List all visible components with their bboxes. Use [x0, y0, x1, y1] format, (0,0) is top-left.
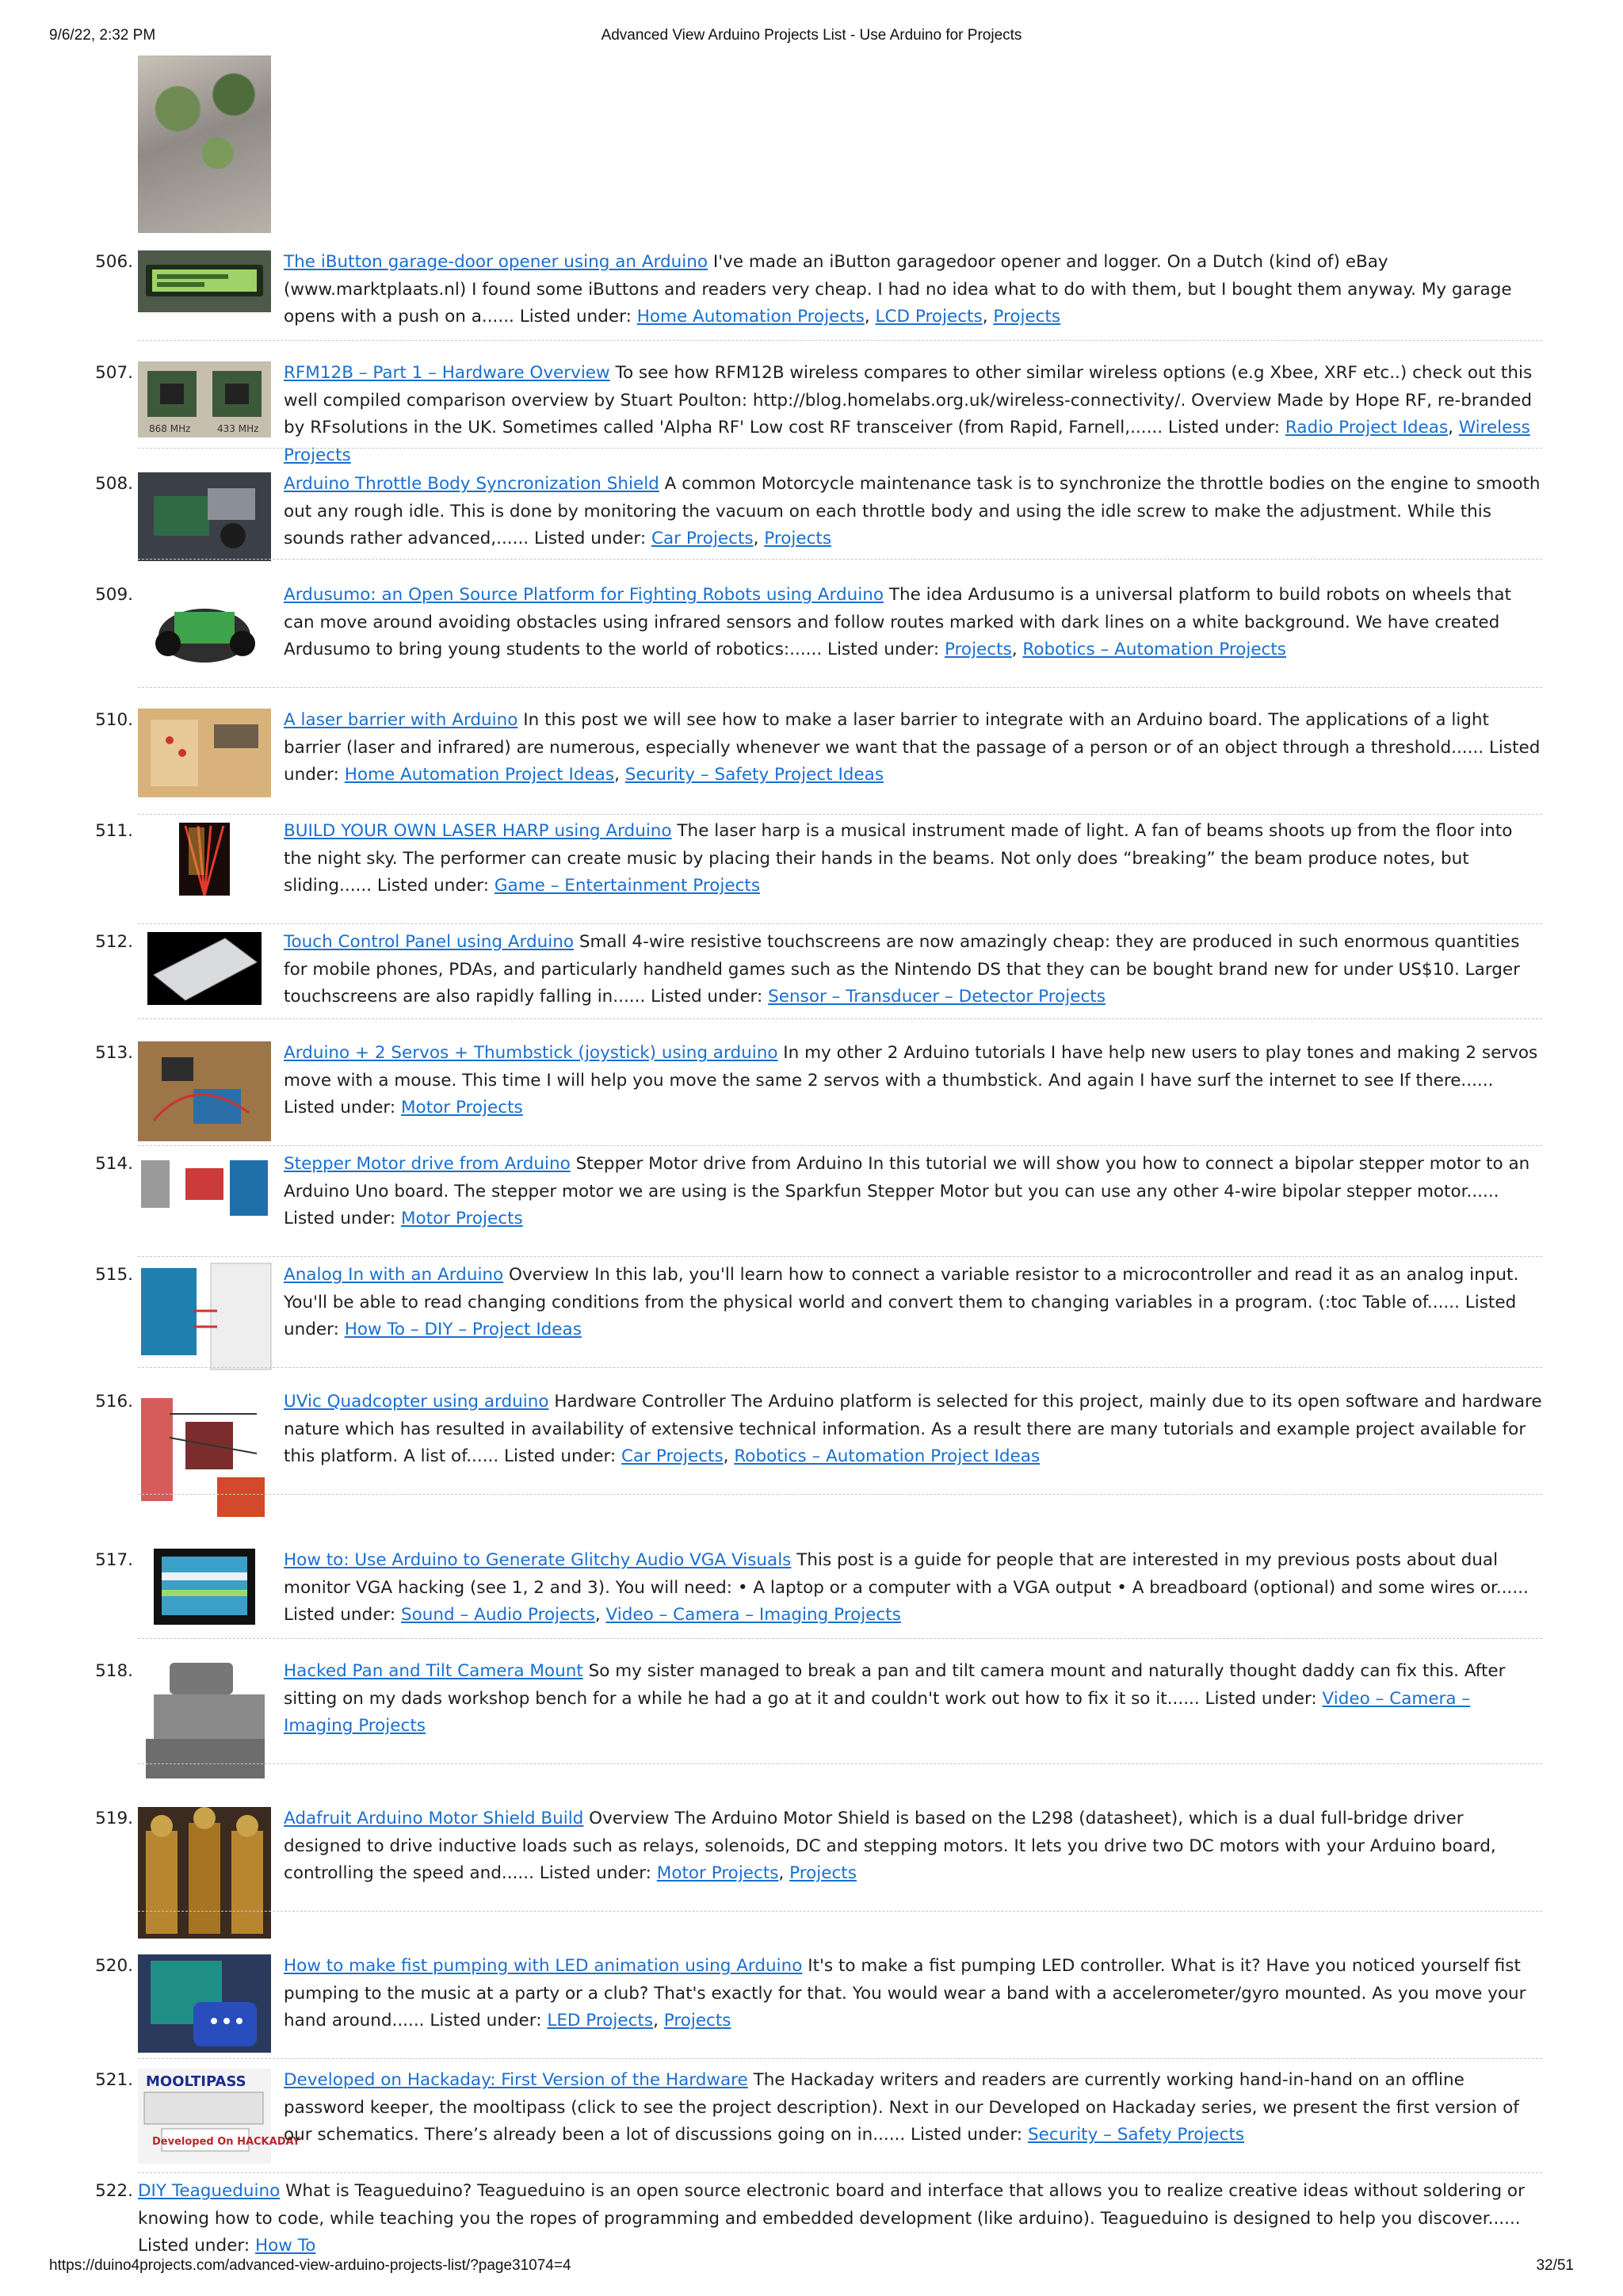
project-list-item	[90, 1953, 1542, 2059]
project-description: The laser harp is a musical instrument made of light. A fan of beams shoots up from the floor into the night sky. The performer can create music by placing their hands in the beams. Not only does “breaking” the beam produce notes, but sliding......	[284, 821, 1513, 896]
item-text	[284, 1040, 1542, 1122]
thumb-label-868: 868 MHz	[149, 423, 191, 434]
listed-under-label: Listed under:	[284, 1292, 1517, 1339]
project-description: To see how RFM12B wireless compares to other similar wireless options (e.g Xbee, XRF etc..) check out this well compiled comparison overview by Stuart Poulton: http://blog.homelabs.org.uk/wireless-connectivity/. Overview Made by Hope RF, re-branded by RFsolutions in the UK. Sometimes called 'Alpha RF' Low cost RF transceiver (from Rapid, Farnell,......	[284, 363, 1533, 437]
project-description: Small 4-wire resistive touchscreens are now amazingly cheap: they are produced in such enormous quantities for mobile phones, PDAs, and particularly handheld games such as the Nintendo DS that they can be bought brand new for under US$10. Larger touchscreens are also rapidly falling in......	[284, 932, 1520, 1007]
category-link[interactable]: Motor Projects	[656, 1863, 779, 1883]
listed-under-label: Listed under:	[430, 2011, 542, 2030]
project-thumbnail-analog-in[interactable]	[138, 1263, 271, 1370]
project-thumbnail-throttle-shield[interactable]	[138, 472, 271, 561]
project-title-link[interactable]: UVic Quadcopter using arduino	[284, 1392, 549, 1412]
project-title-link[interactable]: Stepper Motor drive from Arduino	[284, 1154, 571, 1174]
listed-under-label: Listed under:	[1205, 1688, 1317, 1709]
item-text: RFM12B – Part 1 – Hardware Overview To see how RFM12B wireless compares to other similar wireless options (e.g Xbee, XRF etc..) check out this well compiled comparison overview by Stuart Poulton: http://blog.homelabs.org.uk/wireless-connectivity/. Overview Made by Hope RF, re-branded by RFsolutions in the UK. Sometimes called 'Alpha RF' Low cost RF transceiver (from Rapid, Farnell,...... Listed under: Radio Project Ideas, Wireless Projects	[284, 363, 1533, 465]
print-header	[49, 27, 1574, 48]
project-description: What is Teagueduino? Teagueduino is an open source electronic board and interface that allows you to realize creative ideas without soldering or knowing how to code, while teaching you the ropes of programming and embedded development (like arduino). Teagueduino is designed to help you discover......	[138, 2181, 1525, 2229]
project-thumbnail-laser-harp[interactable]	[138, 819, 271, 899]
project-list-item	[90, 1547, 1542, 1639]
category-link[interactable]: Projects	[993, 307, 1061, 327]
project-list-item	[90, 1658, 1542, 1764]
listed-under-label: Listed under:	[284, 1209, 396, 1228]
project-description: In this post we will see how to make a laser barrier to integrate with an Arduino board. The applications of a light barrier (laser and infrared) are numerous, especially whenever we want that the passage of a person or of an object through a threshold......	[284, 710, 1489, 758]
project-description: It's to make a fist pumping LED controller. What is it? Have you noticed yourself fist pumping to the music at a party or a club? That's exactly for that. You would wear a band with a accelerometer/gyro mounted. As you move your hand around......	[284, 1956, 1526, 2030]
project-thumbnail-servos-thumbstick[interactable]	[138, 1041, 271, 1141]
category-link[interactable]: Car Projects	[651, 529, 754, 548]
item-text	[284, 2067, 1542, 2149]
project-list-item	[90, 249, 1542, 341]
item-number: 509.	[95, 585, 133, 605]
category-link[interactable]: How To	[254, 2236, 316, 2256]
project-thumbnail-touchscreen[interactable]	[138, 930, 271, 1007]
category-link[interactable]: Video – Camera – Imaging Projects	[284, 1688, 1471, 1736]
listed-under-label: Listed under:	[284, 737, 1541, 785]
category-link[interactable]: Video – Camera – Imaging Projects	[605, 1605, 901, 1625]
project-list-item	[90, 707, 1542, 815]
item-number: 522.	[95, 2181, 133, 2201]
listed-under-label: Listed under:	[284, 1605, 396, 1625]
project-list-item	[90, 471, 1542, 560]
project-list-item	[90, 1389, 1542, 1495]
item-text	[284, 1151, 1542, 1233]
category-link[interactable]: Wireless Projects	[284, 418, 1530, 465]
project-title-link[interactable]: How to make fist pumping with LED animation using Arduino	[284, 1956, 803, 1976]
print-page-title: Advanced View Arduino Projects List - Use Arduino for Projects	[601, 27, 1022, 44]
category-link[interactable]: Home Automation Project Ideas	[344, 765, 615, 785]
item-text	[284, 1262, 1542, 1344]
project-description: A common Motorcycle maintenance task is to synchronize the throttle bodies on the engine to smooth out any rough idle. This is done by monitoring the vacuum on each throttle body and using the idle screw to make the adjustment. While this sounds rather advanced,......	[284, 474, 1541, 548]
project-thumbnail-stepper-motor[interactable]	[138, 1152, 271, 1232]
project-title-link[interactable]: How to: Use Arduino to Generate Glitchy Audio VGA Visuals	[284, 1550, 792, 1570]
item-number: 511.	[95, 821, 133, 841]
project-thumbnail-lcd[interactable]	[138, 250, 271, 312]
category-link[interactable]: Projects	[764, 529, 832, 548]
item-number: 515.	[95, 1265, 133, 1285]
thumb-label-developed-on: Developed On HACKADAY	[152, 2136, 300, 2148]
project-description: The Hackaday writers and readers are currently working hand-in-hand on an offline password keeper, the mooltipass (click to see the project description). Next in our Developed on Hackaday series, we present the first version of our schematics. There’s already been a lot of discussions going on in......	[284, 2070, 1519, 2145]
item-text	[284, 818, 1542, 900]
category-link[interactable]: LED Projects	[547, 2011, 654, 2030]
category-link[interactable]: Security – Safety Projects	[1028, 2125, 1245, 2145]
item-text: Adafruit Arduino Motor Shield Build Overview The Arduino Motor Shield is based on the L298 (datasheet), which is a dual full-bridge driver designed to drive inductive loads such as relays, solenoids, DC and stepping motors. It lets you drive two DC motors with your Arduino board, controlling the speed and...... Listed under: Motor Projects, Projects	[284, 1809, 1496, 1883]
category-link[interactable]: Motor Projects	[400, 1209, 523, 1228]
item-text	[284, 1658, 1542, 1740]
item-text: Arduino Throttle Body Syncronization Shield A common Motorcycle maintenance task is to synchronize the throttle bodies on the engine to smooth out any rough idle. This is done by monitoring the vacuum on each throttle body and using the idle screw to make the adjustment. While this sounds rather advanced,...... Listed under: Car Projects, Projects	[284, 474, 1541, 548]
listed-under-label: Listed under:	[1167, 418, 1281, 437]
thumb-label-433: 433 MHz	[217, 423, 259, 434]
project-description: So my sister managed to break a pan and tilt camera mount and naturally thought daddy can fix this. After sitting on my dads workshop bench for a while he had a go at it and couldn't work out how to fix it so it......	[284, 1661, 1506, 1709]
project-title-link[interactable]: Developed on Hackaday: First Version of the Hardware	[284, 2070, 748, 2090]
item-number: 507.	[95, 363, 133, 383]
item-number: 514.	[95, 1154, 133, 1174]
print-page-number: 32/51	[1536, 2257, 1574, 2274]
item-number: 510.	[95, 710, 133, 730]
project-thumbnail-vga-visuals[interactable]	[138, 1549, 271, 1626]
project-list-item	[90, 2067, 1542, 2173]
listed-under-label: Listed under:	[138, 2236, 250, 2256]
project-title-link[interactable]: Analog In with an Arduino	[284, 1265, 504, 1285]
project-thumbnail-laser-barrier[interactable]	[138, 709, 271, 797]
listed-under-label: Listed under:	[519, 307, 632, 327]
category-link[interactable]: Sound – Audio Projects	[400, 1605, 595, 1625]
category-link[interactable]: Sensor – Transducer – Detector Projects	[768, 987, 1106, 1007]
category-link[interactable]: Security – Safety Project Ideas	[624, 765, 884, 785]
category-link[interactable]: Projects	[789, 1863, 857, 1883]
item-number: 518.	[95, 1661, 133, 1681]
project-thumbnail-ardusumo[interactable]	[138, 583, 271, 678]
project-list-item	[90, 582, 1542, 688]
category-link[interactable]: Motor Projects	[400, 1098, 523, 1117]
item-number: 508.	[95, 474, 133, 494]
category-link[interactable]: How To – DIY – Project Ideas	[344, 1320, 582, 1339]
project-thumbnail-plants	[138, 55, 271, 233]
project-list-item	[90, 2178, 1542, 2256]
project-description: Overview In this lab, you'll learn how to connect a variable resistor to a microcontroller and read it as an analog input. You'll be able to read changing conditions from the physical world and convert them to changing variables in a program. (:toc Table of......	[284, 1265, 1519, 1312]
category-link[interactable]: Robotics – Automation Projects	[1022, 640, 1286, 659]
project-description: Stepper Motor drive from Arduino In this tutorial we will show you how to connect a bipolar stepper motor to an Arduino Uno board. The stepper motor we are using is the Sparkfun Stepper Motor but you can use any other 4-wire bipolar stepper motor......	[284, 1154, 1530, 1201]
category-link[interactable]: Radio Project Ideas	[1285, 418, 1449, 437]
project-thumbnail-motor-shield[interactable]	[138, 1807, 271, 1939]
category-link[interactable]: Projects	[944, 640, 1012, 659]
project-list-item	[90, 1805, 1542, 1912]
item-number: 512.	[95, 932, 133, 952]
listed-under-label: Listed under:	[376, 876, 490, 896]
listed-under-label: Listed under:	[284, 1098, 396, 1117]
listed-under-label: Listed under:	[651, 987, 763, 1007]
listed-under-label: Listed under:	[911, 2125, 1023, 2145]
item-text: A laser barrier with Arduino In this post we will see how to make a laser barrier to integrate with an Arduino board. The applications of a light barrier (laser and infrared) are numerous, especially whenever we want that the passage of a person or of an object through a threshold...... Listed under: Home Automation Project Ideas, Security – Safety Project Ideas	[284, 710, 1541, 785]
project-list-item	[90, 1262, 1542, 1368]
item-text: How to: Use Arduino to Generate Glitchy Audio VGA Visuals This post is a guide for people that are interested in my previous posts about dual monitor VGA hacking (see 1, 2 and 3). You will need: • A laptop or a computer with a VGA output • A breadboard (optional) and some wires or...... Listed under: Sound – Audio Projects, Video – Camera – Imaging Projects	[284, 1550, 1529, 1625]
project-title-link[interactable]: DIY Teagueduino	[138, 2181, 281, 2201]
item-text: Ardusumo: an Open Source Platform for Fighting Robots using Arduino The idea Ardusumo is a universal platform to build robots on wheels that can move around avoiding obstacles using infrared sensors and follow routes marked with dark lines on a white background. We have created Ardusumo to bring young students to the world of robotics:...... Listed under: Projects, Robotics – Automation Projects	[284, 585, 1511, 659]
thumb-label-mooltipass: MOOLTIPASS	[146, 2073, 246, 2090]
item-text	[138, 2178, 1542, 2260]
item-number: 521.	[95, 2070, 133, 2090]
category-link[interactable]: Game – Entertainment Projects	[494, 876, 761, 896]
project-description: The idea Ardusumo is a universal platform to build robots on wheels that can move around avoiding obstacles using infrared sensors and follow routes marked with dark lines on a white background. We have created Ardusumo to bring young students to the world of robotics:......	[284, 585, 1511, 659]
project-thumbnail-rfm12b[interactable]	[138, 361, 271, 437]
project-title-link[interactable]: BUILD YOUR OWN LASER HARP using Arduino	[284, 821, 672, 841]
category-link[interactable]: Robotics – Automation Project Ideas	[734, 1446, 1041, 1466]
project-title-link[interactable]: Touch Control Panel using Arduino	[284, 932, 575, 952]
listed-under-label: Listed under:	[504, 1446, 617, 1466]
project-description: Hardware Controller The Arduino platform is selected for this project, mainly due to its open software and hardware nature which has resulted in availability of extensive technical information. As a result there are many tutorials and example project available for this platform. A list of......	[284, 1392, 1542, 1466]
project-title-link[interactable]: RFM12B – Part 1 – Hardware Overview	[284, 363, 610, 383]
print-footer	[49, 2257, 1574, 2278]
project-title-link[interactable]: Adafruit Arduino Motor Shield Build	[284, 1809, 584, 1828]
item-text: The iButton garage-door opener using an Arduino I've made an iButton garagedoor opener and logger. On a Dutch (kind of) eBay (www.marktplaats.nl) I found some iButtons and readers very cheap. I had no idea what to do with them, but I bought them anyway. My garage opens with a push on a...... Listed under: Home Automation Projects, LCD Projects, Projects	[284, 252, 1512, 327]
project-list-item	[90, 818, 1542, 924]
category-link[interactable]: LCD Projects	[875, 307, 983, 327]
project-title-link[interactable]: A laser barrier with Arduino	[284, 710, 518, 730]
project-thumbnail-fist-pumping-led[interactable]	[138, 1954, 271, 2053]
item-text: UVic Quadcopter using arduino Hardware Controller The Arduino platform is selected for this project, mainly due to its open software and hardware nature which has resulted in availability of extensive technical information. As a result there are many tutorials and example project available for this platform. A list of...... Listed under: Car Projects, Robotics – Automation Project Ideas	[284, 1392, 1542, 1466]
project-list-item	[90, 1151, 1542, 1257]
listed-under-label: Listed under:	[533, 529, 647, 548]
category-link[interactable]: Home Automation Projects	[636, 307, 865, 327]
project-description: In my other 2 Arduino tutorials I have help new users to play tones and making 2 servos move with a mouse. This time I will help you move the same 2 servos with a thumbstick. And again I have surf the internet to see If there......	[284, 1043, 1538, 1091]
item-number: 516.	[95, 1392, 133, 1412]
item-number: 506.	[95, 252, 133, 272]
item-number: 520.	[95, 1956, 133, 1976]
project-description: I've made an iButton garagedoor opener and logger. On a Dutch (kind of) eBay (www.marktplaats.nl) I found some iButtons and readers very cheap. I had no idea what to do with them, but I bought them anyway. My garage opens with a push on a......	[284, 252, 1512, 327]
listed-under-label: Listed under:	[827, 640, 940, 659]
print-url: https://duino4projects.com/advanced-view-arduino-projects-list/?page31074=4	[49, 2257, 571, 2274]
project-thumbnail-pan-tilt[interactable]	[138, 1660, 271, 1783]
item-text	[284, 929, 1542, 1011]
category-link[interactable]: Projects	[663, 2011, 731, 2030]
project-list-item	[90, 929, 1542, 1019]
item-number: 513.	[95, 1043, 133, 1063]
project-title-link[interactable]: Arduino + 2 Servos + Thumbstick (joystick) using arduino	[284, 1043, 778, 1063]
project-description: Overview The Arduino Motor Shield is based on the L298 (datasheet), which is a dual full-bridge driver designed to drive inductive loads such as relays, solenoids, DC and stepping motors. It lets you drive two DC motors with your Arduino board, controlling the speed and......	[284, 1809, 1496, 1883]
project-title-link[interactable]: Hacked Pan and Tilt Camera Mount	[284, 1661, 583, 1681]
item-number: 519.	[95, 1809, 133, 1828]
project-title-link[interactable]: Arduino Throttle Body Syncronization Shield	[284, 474, 659, 494]
project-title-link[interactable]: The iButton garage-door opener using an Arduino	[284, 252, 708, 272]
project-list-item	[90, 1040, 1542, 1146]
project-description: This post is a guide for people that are interested in my previous posts about dual monitor VGA hacking (see 1, 2 and 3). You will need: • A laptop or a computer with a VGA output • A breadboard (optional) and some wires or......	[284, 1550, 1529, 1598]
category-link[interactable]: Car Projects	[621, 1446, 724, 1466]
print-datetime: 9/6/22, 2:32 PM	[49, 27, 156, 44]
project-list-item	[90, 360, 1542, 465]
item-number: 517.	[95, 1550, 133, 1570]
listed-under-label: Listed under:	[539, 1863, 651, 1883]
project-thumbnail-quadcopter[interactable]	[138, 1390, 271, 1533]
project-thumbnail-mooltipass[interactable]	[138, 2069, 300, 2164]
item-text: How to make fist pumping with LED animation using Arduino It's to make a fist pumping LED controller. What is it? Have you noticed yourself fist pumping to the music at a party or a club? That's exactly for that. You would wear a band with a accelerometer/gyro mounted. As you move your hand around...... Listed under: LED Projects, Projects	[284, 1956, 1526, 2030]
project-title-link[interactable]: Ardusumo: an Open Source Platform for Fighting Robots using Arduino	[284, 585, 884, 605]
